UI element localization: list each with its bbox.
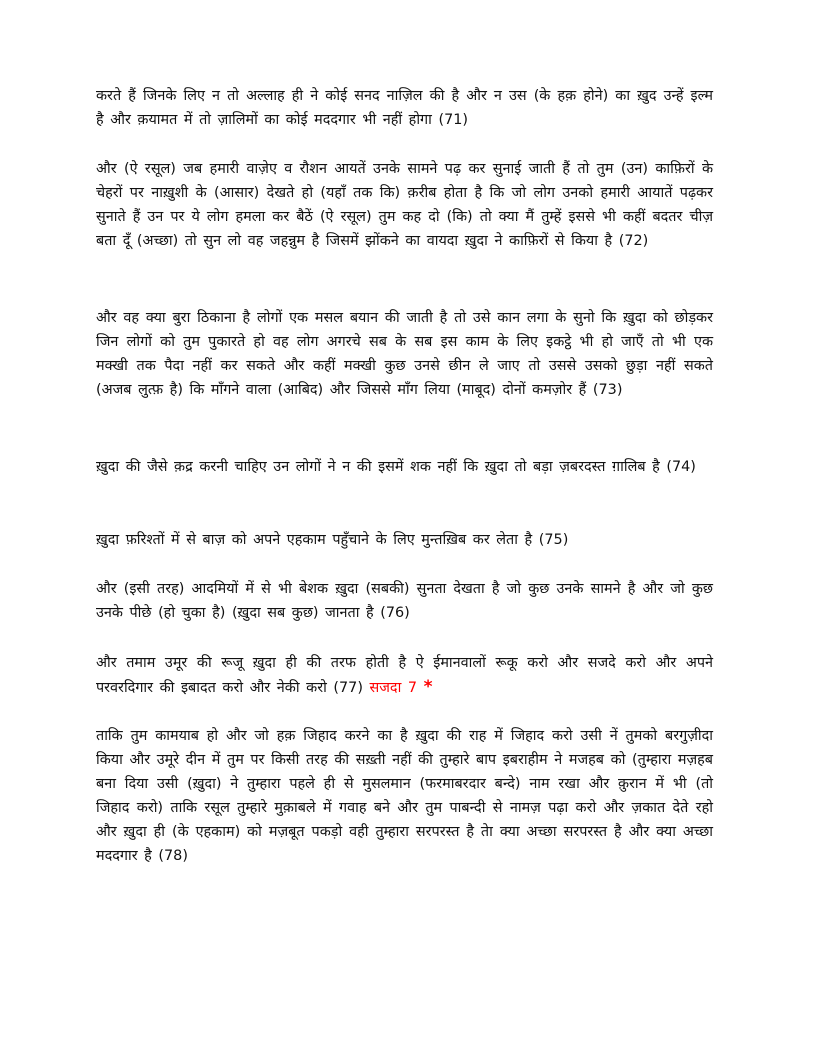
verse-paragraph-78: [96, 724, 713, 868]
verse-text-75: ख़ुदा फ़रिश्तों में से बाज़ को अपने एहकाम पहुँचाने के लिए मुन्तख़िब कर लेता है (75): [96, 532, 569, 548]
verse-paragraph-71: [96, 84, 713, 132]
verse-text-73: और वह क्या बुरा ठिकाना है लोगों एक मसल बयान की जाती है तो उसे कान लगा के सुनो कि ख़ुदा को छोड़कर जिन लोगों को तुम पुकारते हो वह लोग अगरचे सब के सब इस काम के लिए इकट्ठे भी हो जाएँ तो भी एक मक्खी तक पैदा नहीं कर सकते और कहीं मक्खी कुछ उनसे छीन ले जाए तो उससे उसको छुड़ा नहीं सकते (अजब लुत्फ़ है) कि माँगने वाला (आबिद) और जिससे माँग लिया (माबूद) दोनों कमज़ोर हैं (73): [96, 310, 713, 398]
verse-text-71: करते हैं जिनके लिए न तो अल्लाह ही ने कोई सनद नाज़िल की है और न उस (के हक़ होने) का ख़ुद उन्हें इल्म है और क़यामत में तो ज़ालिमों का कोई मददगार भी नहीं होगा (71): [96, 88, 713, 128]
sajda-asterisk: *: [423, 677, 433, 697]
verse-text-72: और (ऐ रसूल) जब हमारी वाज़ेए व रौशन आयतें उनके सामने पढ़ कर सुनाई जाती हैं तो तुम (उन) काफ़िरों के चेहरों पर नाख़ुशी के (आसार) देखते हो (यहाँ तक कि) क़रीब होता है कि जो लोग उनको हमारी आयातें पढ़कर सुनाते हैं उन पर ये लोग हमला कर बैठें (ऐ रसूल) तुम कह दो (कि) तो क्या मैं तुम्हें इससे भी कहीं बदतर चीज़ बता दूँ (अच्छा) तो सुन लो वह जहन्नुम है जिसमें झोंकने का वायदा ख़ुदा ने काफ़िरों से किया है (72): [96, 161, 713, 249]
verse-paragraph-75: [96, 528, 713, 552]
verse-text-74: ख़ुदा की जैसे क़द्र करनी चाहिए उन लोगों ने न की इसमें शक नहीं कि ख़ुदा तो बड़ा ज़बरदस्त ग़ालिब है (74): [96, 459, 696, 475]
verse-paragraph-74: [96, 455, 713, 479]
verse-paragraph-72: [96, 157, 713, 253]
verse-paragraph-76: [96, 577, 713, 625]
verse-text-78: ताकि तुम कामयाब हो और जो हक़ जिहाद करने का है ख़ुदा की राह में जिहाद करो उसी नें तुमको बरगुज़ीदा किया और उमूरे दीन में तुम पर किसी तरह की सख़्ती नहीं की तुम्हारे बाप इबराहीम ने मजहब को (तुम्हारा मज़हब बना दिया उसी (ख़ुदा) ने तुम्हारा पहले ही से मुसलमान (फरमाबरदार बन्दे) नाम रखा और क़ुरान में भी (तो जिहाद करो) ताकि रसूल तुम्हारे मुक़ाबले में गवाह बने और तुम पाबन्दी से नामज़ पढ़ा करो और ज़कात देते रहो और ख़ुदा ही (के एहकाम) को मज़बूत पकड़ो वही तुम्हारा सरपरस्त है तेा क्या अच्छा सरपरस्त है और क्या अच्छा मददगार है (78): [96, 728, 713, 864]
verse-paragraph-73: [96, 306, 713, 402]
verse-text-76: और (इसी तरह) आदमियों में से भी बेशक ख़ुदा (सबकी) सुनता देखता है जो कुछ उनके सामने है और जो कुछ उनके पीछे (हो चुका है) (ख़ुदा सब कुछ) जानता है (76): [96, 581, 713, 621]
verse-paragraph-77: [96, 651, 713, 700]
sajda-label: सजदा 7: [369, 680, 418, 696]
verse-text-77: और तमाम उमूर की रूजू ख़ुदा ही की तरफ होती है ऐ ईमानवालों रूकू करो और सजदे करो और अपने परवरदिगार की इबादत करो और नेकी करो (77): [96, 655, 713, 696]
